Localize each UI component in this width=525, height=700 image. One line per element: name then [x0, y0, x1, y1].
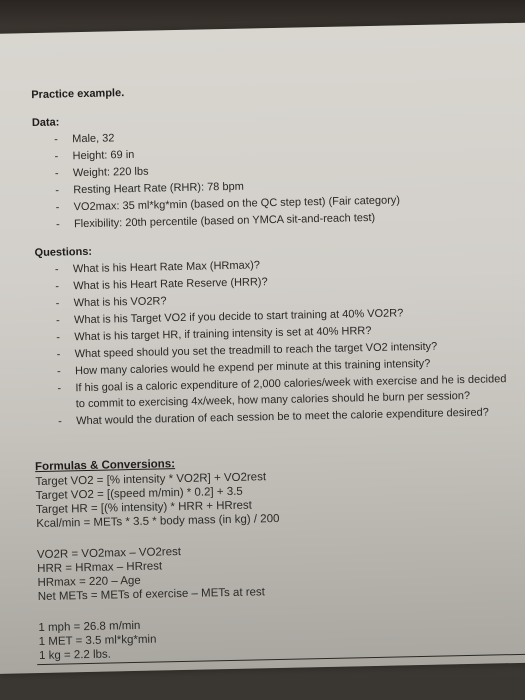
- formula-line: VO2R = VO2max – VO2rest: [36, 546, 182, 562]
- list-item: - Weight: 220 lbs: [54, 165, 149, 180]
- list-item: - What speed should you set the treadmill to reach the target VO2 intensity?: [56, 340, 438, 361]
- list-item-continuation: to commit to exercising 4x/week, how many calories should he burn per session?: [75, 389, 471, 411]
- list-item: - Male, 32: [54, 132, 115, 146]
- formula-line: HRR = HRmax – HRrest: [37, 560, 163, 576]
- formula-line: HRmax = 220 – Age: [37, 574, 141, 590]
- data-heading: Data:: [31, 116, 60, 130]
- list-item: - What is his VO2R?: [55, 295, 167, 310]
- list-item: - What would the duration of each session be to meet the calorie expenditure desired?: [58, 406, 489, 428]
- list-item: - Flexibility: 20th percentile (based on YMCA sit-and-reach test): [55, 211, 376, 231]
- document-body: [0, 22, 525, 674]
- formulas-heading: Formulas & Conversions:: [34, 458, 176, 474]
- formula-line: Net METs = METs of exercise – METs at rest: [37, 586, 266, 604]
- paper-sheet: [0, 22, 525, 674]
- list-item: - VO2max: 35 ml*kg*min (based on the QC step test) (Fair category): [55, 194, 401, 214]
- list-item: - What is his target HR, if training intensity is set at 40% HRR?: [56, 324, 372, 344]
- list-item: - What is his Target VO2 if you decide to start training at 40% VO2R?: [55, 307, 404, 327]
- formula-line: Target VO2 = [% intensity * VO2R] + VO2rest: [35, 471, 267, 489]
- conversion-line: 1 kg = 2.2 lbs.: [38, 648, 112, 663]
- formula-line: Target HR = [(% intensity) * HRR + HRrest: [35, 499, 253, 517]
- conversion-line: 1 MET = 3.5 ml*kg*min: [38, 633, 157, 649]
- list-item: - Resting Heart Rate (RHR): 78 bpm: [55, 180, 244, 197]
- list-item: - If his goal is a caloric expenditure of 2,000 calories/week with exercise and he is decided: [57, 373, 507, 395]
- formula-line: Kcal/min = METs * 3.5 * body mass (in kg) / 200: [36, 512, 280, 531]
- list-item: - What is his Heart Rate Max (HRmax)?: [54, 259, 261, 276]
- questions-heading: Questions:: [34, 245, 93, 260]
- list-item: - Height: 69 in: [54, 148, 135, 163]
- formula-line: Target VO2 = [(speed m/min) * 0.2] + 3.5: [35, 485, 243, 503]
- conversion-line: 1 mph = 26.8 m/min: [38, 619, 141, 635]
- page-title: Practice example.: [31, 87, 125, 102]
- list-item: - How many calories would he expend per minute at this training intensity?: [56, 357, 431, 378]
- list-item: - What is his Heart Rate Reserve (HRR)?: [55, 276, 268, 293]
